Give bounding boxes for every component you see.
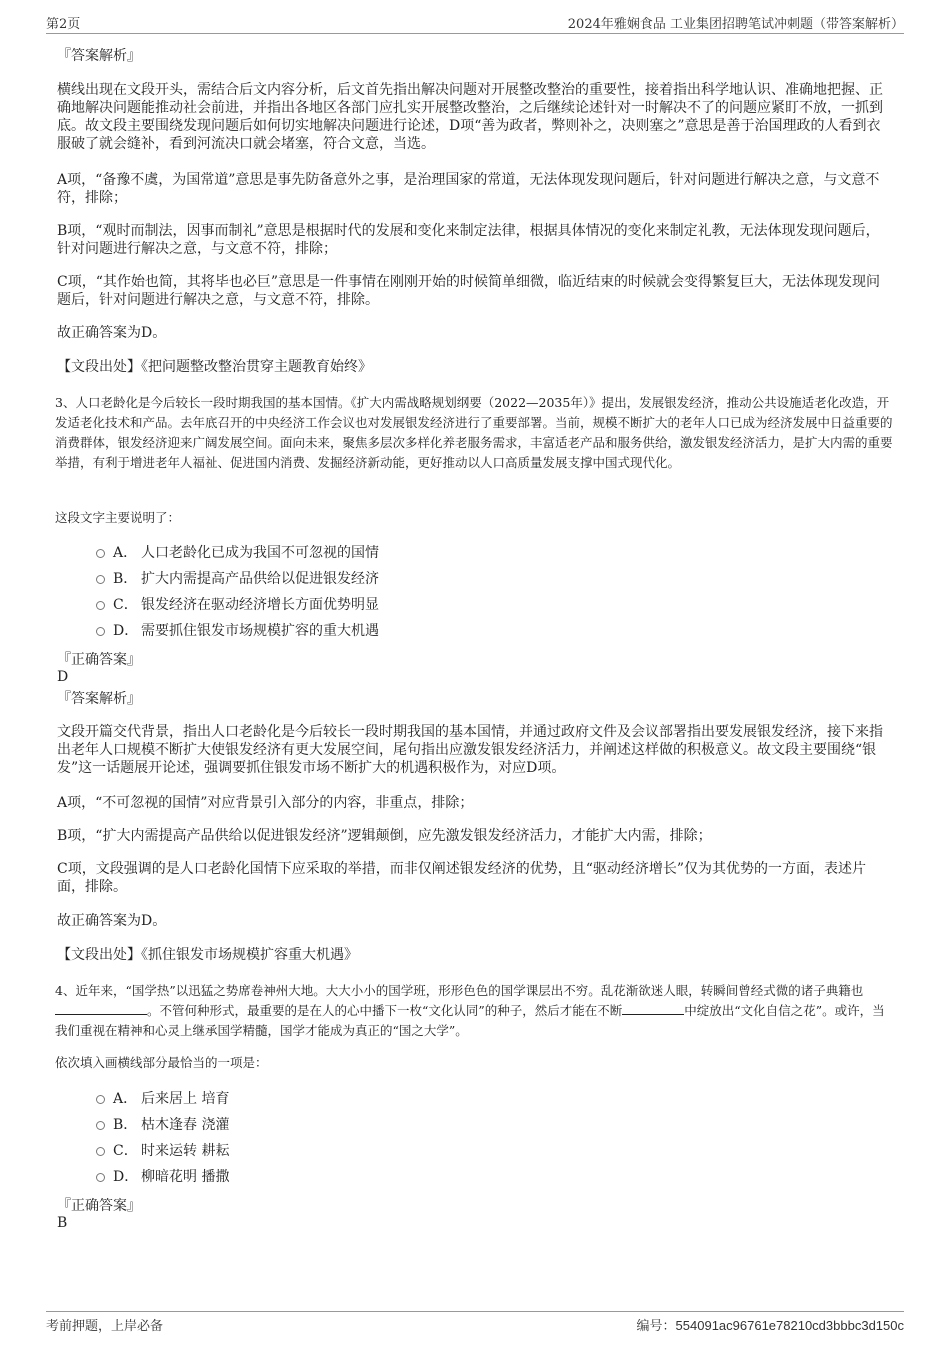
- q3-option-a[interactable]: A． 人口老龄化已成为我国不可忽视的国情: [96, 544, 379, 562]
- radio-icon[interactable]: [96, 1121, 105, 1130]
- q3-analysis-text: 文段开篇交代背景，指出人口老龄化是今后较长一段时期我国的基本国情，并通过政府文件及会议部署指出要发展银发经济，接下来指出老年人口规模不断扩大使银发经济有更大发展空间，尾句指出应激发银发经济活力，并阐述这样做的积极意义。故文段主要围绕“银发”这一话题展开论述，强调要抓住银发市场不断扩大的机遇积极作为，对应D项。: [57, 724, 883, 776]
- q3-option-d[interactable]: D． 需要抓住银发市场规模扩容的重大机遇: [96, 622, 379, 640]
- q2-analysis-text: 横线出现在文段开头，需结合后文内容分析，后文首先指出解决问题对开展整改整治的重要性，接着指出科学地认识、准确地把握、正确地解决问题能推动社会前进，并指出各地区各部门应扎实开展整改整治，之后继续论述针对一时解决不了的问题应紧盯不放，一抓到底。故文段主要围绕发现问题后如何切实地解决问题进行论述，D项“善为政者，弊则补之，决则塞之”意思是善于治国理政的人看到衣服破了就会缝补，看到河流决口就会堵塞，符合文意，当选。: [57, 82, 883, 152]
- fill-blank-2[interactable]: [622, 1002, 684, 1015]
- radio-icon[interactable]: [96, 1147, 105, 1156]
- q4-prompt: 依次填入画横线部分最恰当的一项是：: [55, 1055, 268, 1070]
- q4-answer-title: 『正确答案』: [57, 1198, 141, 1214]
- q3-source-text: 《抓住银发市场规模扩容重大机遇》: [141, 947, 358, 963]
- q4-option-c[interactable]: C． 时来运转 耕耘: [96, 1142, 229, 1160]
- q3-option-c[interactable]: C． 银发经济在驱动经济增长方面优势明显: [96, 596, 379, 614]
- q2-conclusion: 故正确答案为D。: [57, 325, 167, 341]
- q3-stem: 3、人口老龄化是今后较长一段时期我国的基本国情。《扩大内需战略规划纲要（2022—2035年）》提出，发展银发经济，推动公共设施适老化改造，开发适老化技术和产品。去年底召开的中央经济工作会议也对发展银发经济进行了重要部署。当前，规模不断扩大的老年人口已成为经济发展中日益重要的消费群体，银发经济迎来广阔发展空间。面向未来，聚焦多层次多样化养老服务需求，丰富适老产品和服务供给，激发银发经济活力，是扩大内需的重要举措，有利于增进老年人福祉、促进国内消费、发掘经济新动能，更好推动以人口高质量发展支撑中国式现代化。: [55, 395, 893, 470]
- page-number: 第2页: [46, 17, 81, 32]
- q2-option-c-analysis: C项，“其作始也简，其将毕也必巨”意思是一件事情在刚刚开始的时候简单细微，临近结束的时候就会变得繁复巨大，无法体现发现问题后，针对问题进行解决之意，与文意不符，排除。: [57, 274, 881, 308]
- fill-blank-1[interactable]: [55, 1002, 147, 1015]
- q3-conclusion: 故正确答案为D。: [57, 913, 167, 929]
- q3-answer: D: [57, 669, 69, 685]
- radio-icon[interactable]: [96, 601, 105, 610]
- q3-source: [57, 946, 893, 964]
- q2-source: [57, 358, 893, 376]
- radio-icon[interactable]: [96, 575, 105, 584]
- q2-option-b-analysis: B项，“观时而制法，因事而制礼”意思是根据时代的发展和变化来制定法律，根据具体情况的变化来制定礼教，无法体现发现问题后，针对问题进行解决之意，与文意不符，排除；: [57, 223, 880, 257]
- q4-option-d[interactable]: D． 柳暗花明 播撒: [96, 1168, 229, 1186]
- radio-icon[interactable]: [96, 627, 105, 636]
- q3-answer-title: 『正确答案』: [57, 652, 141, 668]
- radio-icon[interactable]: [96, 549, 105, 558]
- document-code: 编号：554091ac96761e78210cd3bbbc3d150c: [636, 1318, 904, 1334]
- q2-option-a-analysis: A项，“备豫不虞，为国常道”意思是事先防备意外之事，是治理国家的常道，无法体现发现问题后，针对问题进行解决之意，与文意不符，排除；: [57, 172, 880, 206]
- q2-source-label: 【文段出处】: [57, 359, 141, 375]
- q3-option-a-analysis: A项，“不可忽视的国情”对应背景引入部分的内容，非重点，排除；: [57, 795, 474, 811]
- q4-answer: B: [57, 1215, 68, 1231]
- footer-slogan: 考前押题，上岸必备: [46, 1319, 164, 1334]
- page-footer: [46, 1311, 904, 1334]
- q3-source-label: 【文段出处】: [57, 947, 141, 963]
- radio-icon[interactable]: [96, 1173, 105, 1182]
- q4-option-a[interactable]: A． 后来居上 培育: [96, 1090, 229, 1108]
- q4-stem: 4、近年来，“国学热”以迅猛之势席卷神州大地。大大小小的国学班，形形色色的国学课层出不穷。乱花渐欲迷人眼，转瞬间曾经式微的诸子典籍也。不管何种形式，最重要的是在人的心中播下一枚“文化认同”的种子，然后才能在不断 中绽放出“文化自信之花”。或许，当我们重视在精神和心灵上继承国学精髓，国学才能成为真正的“国之大学”。: [55, 983, 885, 1038]
- q2-source-text: 《把问题整改整治贯穿主题教育始终》: [141, 359, 372, 375]
- q3-analysis-title: 『答案解析』: [57, 691, 141, 707]
- q2-analysis-title: 『答案解析』: [57, 48, 141, 64]
- q3-option-b[interactable]: B． 扩大内需提高产品供给以促进银发经济: [96, 570, 379, 588]
- document-title: 2024年雅娴食品 工业集团招聘笔试冲刺题（带答案解析）: [567, 17, 904, 32]
- q3-prompt: 这段文字主要说明了：: [55, 510, 181, 525]
- q3-option-c-analysis: C项，文段强调的是人口老龄化国情下应采取的举措，而非仅阐述银发经济的优势，且“驱动经济增长”仅为其优势的一方面，表述片面，排除。: [57, 861, 867, 895]
- page-header: [46, 13, 904, 34]
- q4-option-b[interactable]: B． 枯木逢春 浇灌: [96, 1116, 229, 1134]
- radio-icon[interactable]: [96, 1095, 105, 1104]
- q3-option-b-analysis: B项，“扩大内需提高产品供给以促进银发经济”逻辑颠倒，应先激发银发经济活力，才能扩大内需，排除；: [57, 828, 712, 844]
